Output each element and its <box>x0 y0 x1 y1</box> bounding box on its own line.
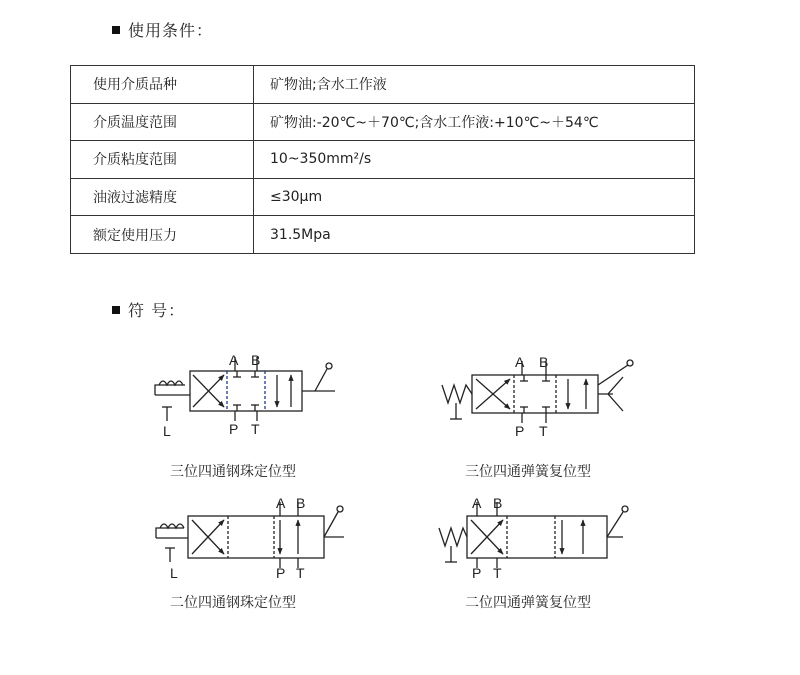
row-label: 介质粘度范围 <box>71 141 254 179</box>
symbol-caption: 二位四通弹簧复位型 <box>465 595 591 611</box>
port-t-label: T <box>296 565 305 581</box>
row-label: 额定使用压力 <box>71 216 254 254</box>
lever-icon <box>324 512 338 537</box>
symbol-caption: 三位四通弹簧复位型 <box>465 464 591 480</box>
port-l-label: L <box>163 423 171 439</box>
lever-icon <box>598 365 628 385</box>
section-heading-symbols <box>112 298 185 321</box>
spring-icon <box>439 528 467 546</box>
bullet-square-icon <box>112 306 120 314</box>
table-row <box>71 66 695 104</box>
row-label: 介质温度范围 <box>71 103 254 141</box>
valve-body <box>467 516 607 558</box>
valve-symbol-3pos-spring <box>438 345 638 445</box>
lever-icon <box>607 512 623 537</box>
row-value: 10~350mm²/s <box>254 141 695 179</box>
port-p-label: P <box>229 421 239 437</box>
table-row <box>71 141 695 179</box>
table-row <box>71 103 695 141</box>
symbol-caption: 三位四通钢珠定位型 <box>170 464 296 480</box>
port-a-label: A <box>515 354 525 370</box>
symbol-caption: 二位四通钢珠定位型 <box>170 595 296 611</box>
port-t-label: T <box>539 423 548 439</box>
valve-symbol-2pos-spring <box>437 490 637 585</box>
row-label: 油液过滤精度 <box>71 178 254 216</box>
port-l-label: L <box>170 565 178 581</box>
port-b-label: B <box>493 495 503 511</box>
table-row <box>71 216 695 254</box>
row-value: 矿物油:-20℃~＋70℃;含水工作液:+10℃~＋54℃ <box>254 103 695 141</box>
section-heading-conditions <box>112 18 213 41</box>
port-b-label: B <box>251 352 261 368</box>
port-a-label: A <box>472 495 482 511</box>
detent-icon <box>156 524 184 538</box>
row-value: 31.5Mpa <box>254 216 695 254</box>
section-title: 符 号： <box>128 301 186 320</box>
port-p-label: P <box>276 565 286 581</box>
port-t-label: T <box>251 421 260 437</box>
detent-icon <box>155 381 185 395</box>
port-t-label: T <box>493 565 502 581</box>
row-value: ≤30μm <box>254 178 695 216</box>
port-p-label: P <box>515 423 525 439</box>
spring-icon <box>442 385 472 403</box>
bullet-square-icon <box>112 26 120 34</box>
port-a-label: A <box>276 495 286 511</box>
valve-body <box>190 371 302 411</box>
port-a-label: A <box>229 352 239 368</box>
port-b-label: B <box>539 354 549 370</box>
lever-icon <box>315 369 327 391</box>
row-value: 矿物油;含水工作液 <box>254 66 695 104</box>
port-p-label: P <box>472 565 482 581</box>
conditions-table <box>70 65 695 254</box>
row-label: 使用介质品种 <box>71 66 254 104</box>
section-title: 使用条件： <box>128 21 214 40</box>
valve-symbol-3pos-detent <box>145 345 345 445</box>
valve-symbol-2pos-detent <box>148 490 348 585</box>
valve-body <box>472 375 598 413</box>
table-row <box>71 178 695 216</box>
port-b-label: B <box>296 495 306 511</box>
